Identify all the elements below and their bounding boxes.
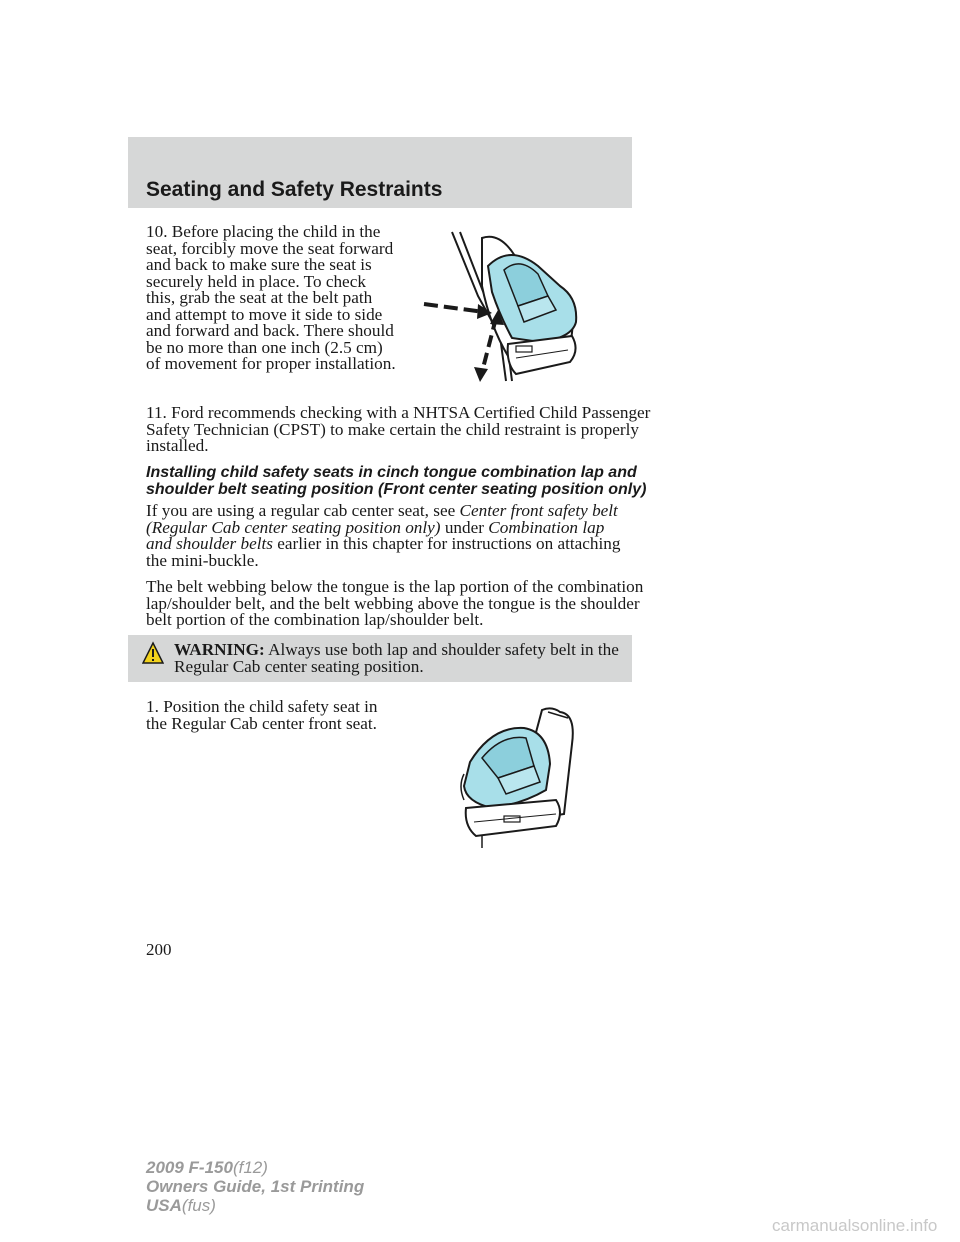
subheading-line: Installing child safety seats in cinch tongue combination lap and xyxy=(146,464,637,481)
text-line: and attempt to move it side to side xyxy=(146,304,383,324)
text-line: and back to make sure the seat is xyxy=(146,255,372,274)
footer-print-info xyxy=(146,1158,364,1215)
text-line: the mini-buckle. xyxy=(146,550,259,570)
text-line: and forward and back. There should xyxy=(146,321,394,340)
text-run: If you are using a regular cab center seat, see xyxy=(146,501,460,520)
footer-region-code: (fus) xyxy=(181,1196,216,1215)
warning-label: WARNING: xyxy=(174,640,265,659)
text-line: 1. Position the child safety seat in xyxy=(146,697,378,716)
warning-text xyxy=(174,641,624,675)
footer-line: Owners Guide, 1st Printing xyxy=(146,1177,365,1196)
text-line: the Regular Cab center front seat. xyxy=(146,713,377,733)
text-line: securely held in place. To check xyxy=(146,271,366,291)
text-line: lap/shoulder belt, and the belt webbing above the tongue is the shoulder xyxy=(146,593,640,613)
text-line: of movement for proper installation. xyxy=(146,354,396,373)
child-seat-center-position-illustration xyxy=(452,704,582,850)
section-subheading xyxy=(146,464,647,498)
text-line xyxy=(174,641,624,658)
step-11-text xyxy=(146,403,651,455)
cross-reference-link: Combination lap xyxy=(488,517,605,537)
cross-reference-link: (Regular Cab center seating position only) xyxy=(146,517,441,537)
text-line: this, grab the seat at the belt path xyxy=(146,288,373,307)
page-number: 200 xyxy=(146,940,172,959)
text-run: earlier in this chapter for instructions on attaching xyxy=(273,534,621,553)
text-line: The belt webbing below the tongue is the lap portion of the combination xyxy=(146,577,644,596)
subheading-line: shoulder belt seating position (Front center seating position only) xyxy=(146,481,647,498)
belt-webbing-text xyxy=(146,577,644,629)
footer-line xyxy=(146,1158,364,1177)
cross-reference-link: and shoulder belts xyxy=(146,534,273,553)
text-line: seat, forcibly move the seat forward xyxy=(146,238,394,258)
text-line: 11. Ford recommends checking with a NHTSA Certified Child Passenger xyxy=(146,403,651,422)
regular-cab-text xyxy=(146,503,632,569)
text-line: installed. xyxy=(146,436,209,455)
footer-model-code: (f12) xyxy=(232,1158,268,1177)
footer-model: 2009 F-150 xyxy=(146,1158,233,1177)
text-line: be no more than one inch (2.5 cm) xyxy=(146,337,383,357)
warning-triangle-icon xyxy=(142,641,164,667)
text-run: Always use both lap and shoulder safety belt in the xyxy=(264,640,619,659)
watermark: carmanualsonline.info xyxy=(772,1216,938,1235)
text-line: Safety Technician (CPST) to make certain the child restraint is properly xyxy=(146,419,639,439)
footer-region: USA xyxy=(146,1196,182,1215)
step-10-text xyxy=(146,224,396,373)
cross-reference-link: Center front safety belt xyxy=(459,501,618,520)
text-line: belt portion of the combination lap/shoulder belt. xyxy=(146,610,484,629)
child-seat-movement-illustration xyxy=(420,226,590,386)
text-run: under xyxy=(440,517,489,537)
text-line: Regular Cab center seating position. xyxy=(174,657,424,676)
footer-line xyxy=(146,1196,364,1215)
section-title: Seating and Safety Restraints xyxy=(146,178,443,201)
step-1-text xyxy=(146,699,396,732)
text-line: 10. Before placing the child in the xyxy=(146,222,381,241)
